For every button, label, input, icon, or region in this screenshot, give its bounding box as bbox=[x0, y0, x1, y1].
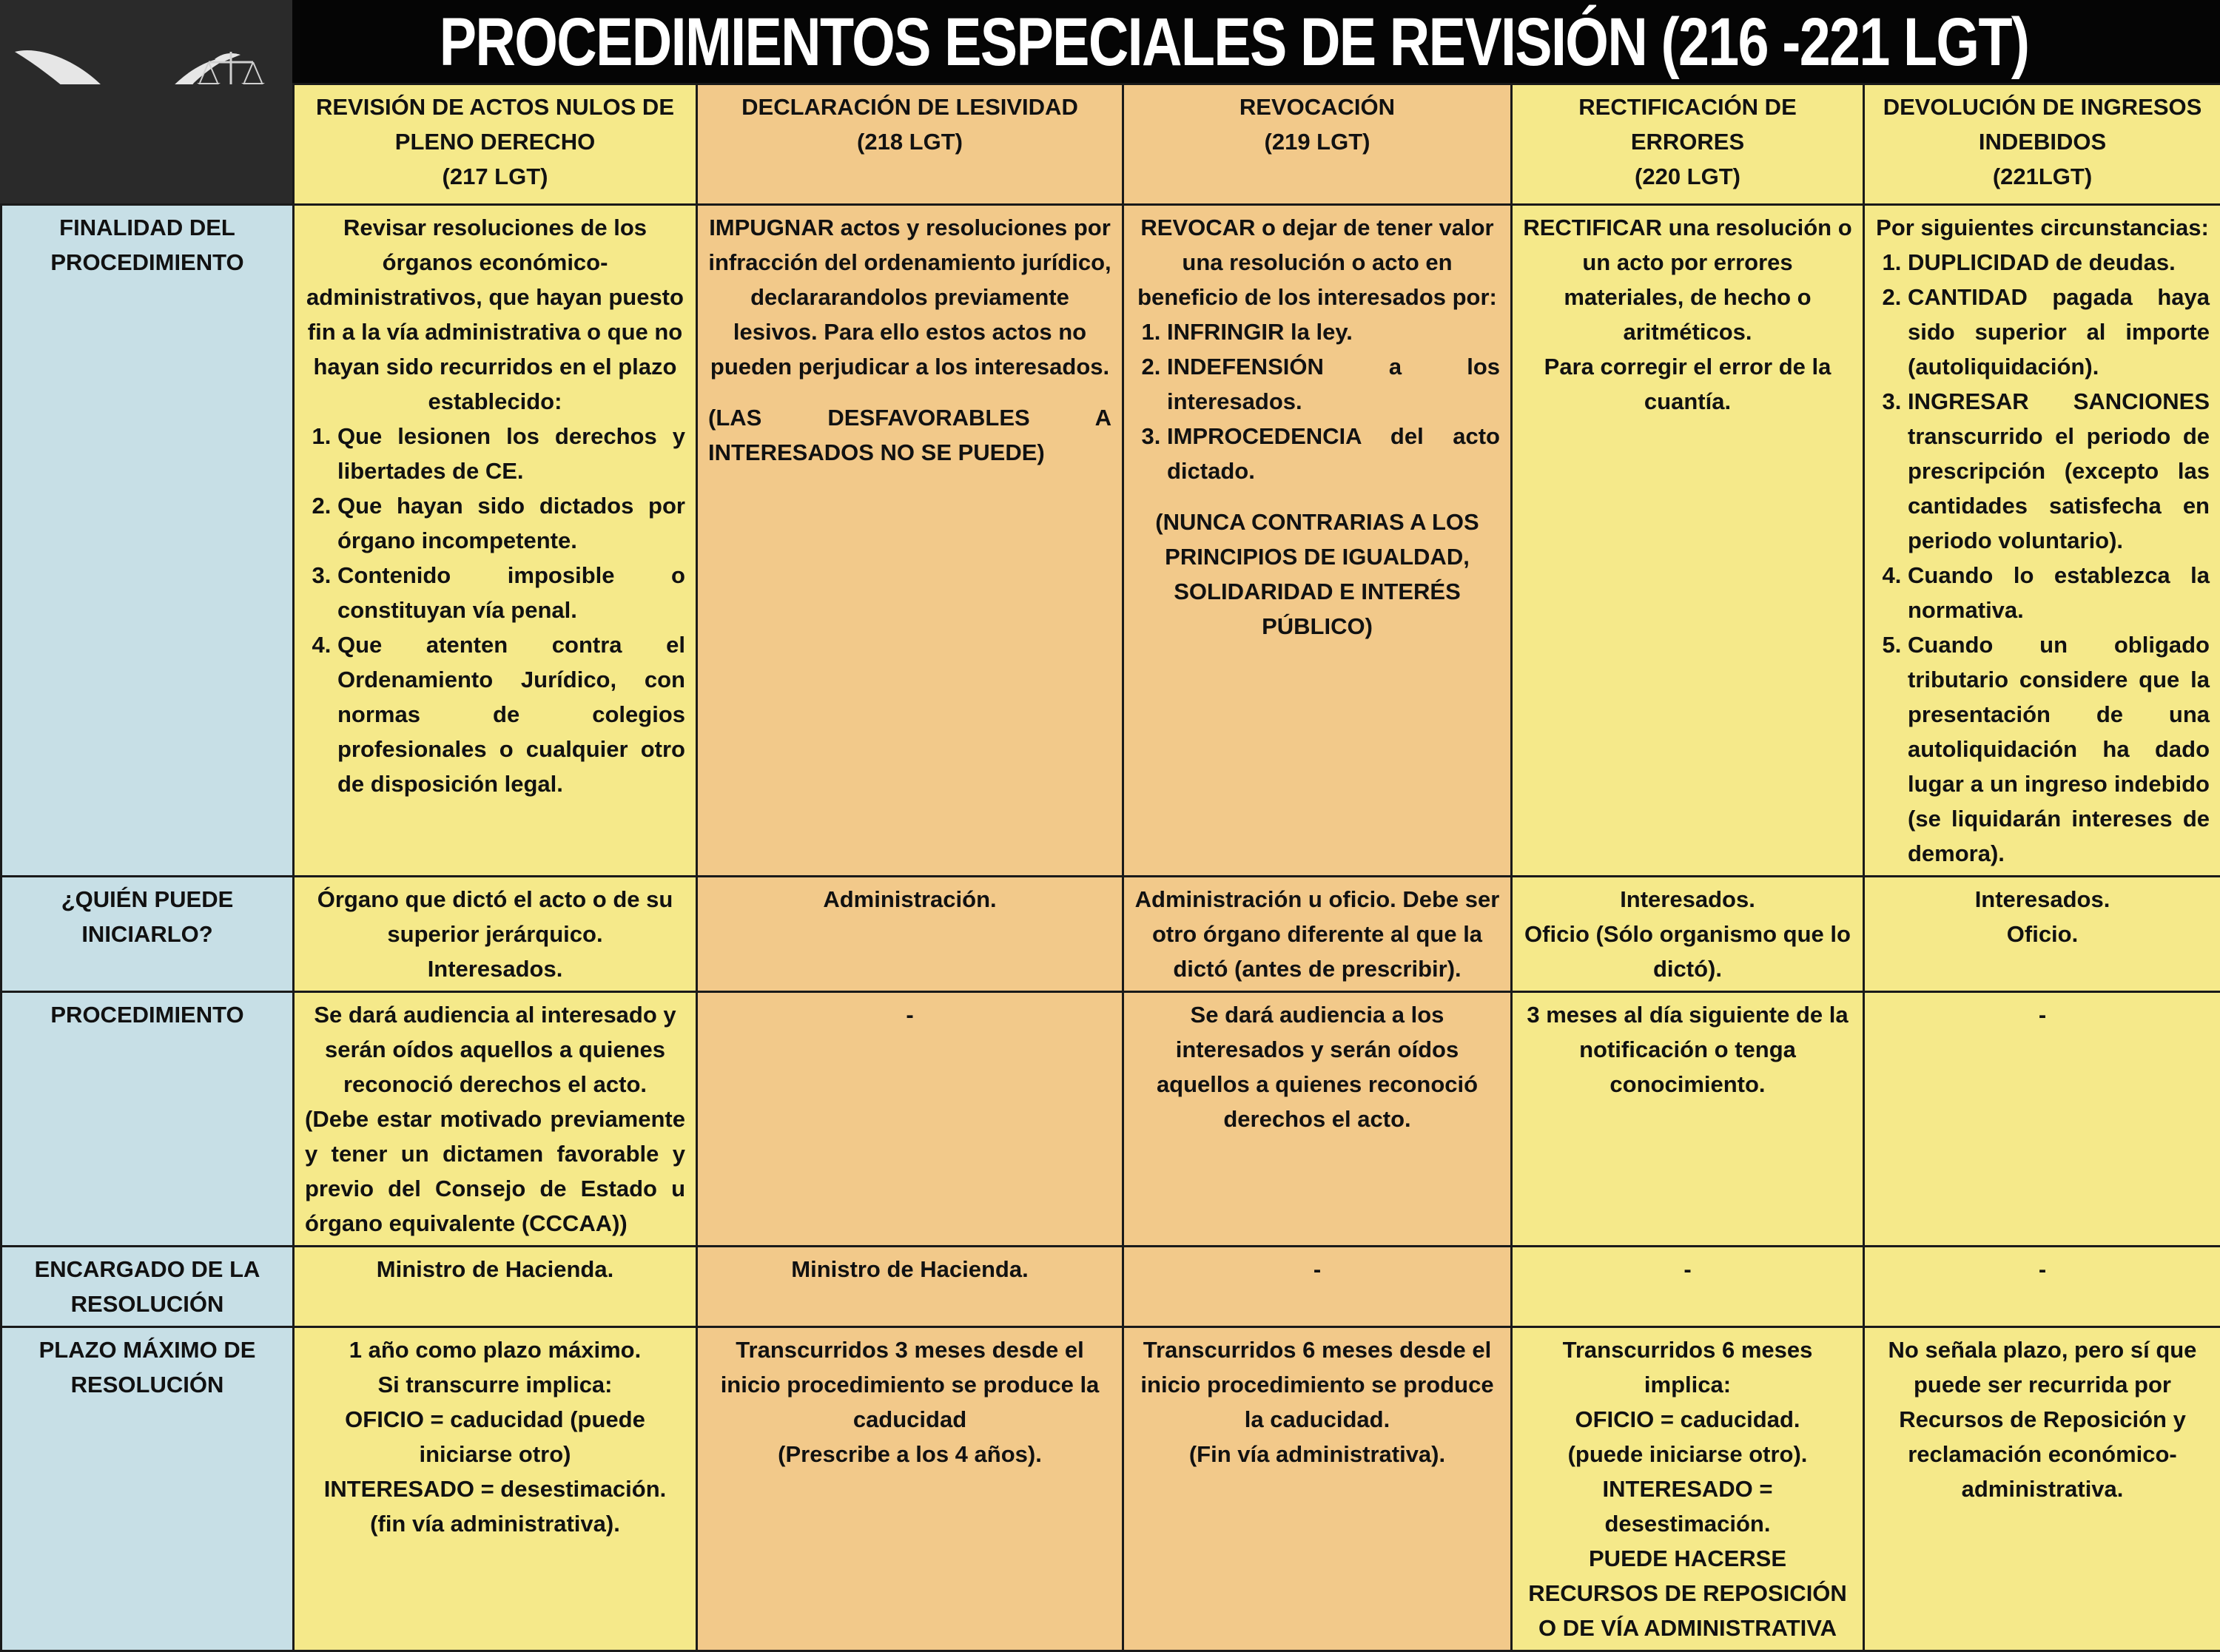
cell-line: OFICIO = caducidad. bbox=[1523, 1402, 1852, 1437]
list-item: 3. IMPROCEDENCIA del acto dictado. bbox=[1167, 419, 1500, 488]
row-encargado bbox=[1, 1247, 2220, 1327]
row-label-procedimiento: PROCEDIMIENTO bbox=[1, 992, 294, 1247]
cell-text: RECTIFICAR una resolución o un acto por errores materiales, de hecho o aritméticos. bbox=[1523, 210, 1852, 349]
cell-text-2: Para corregir el error de la cuantía. bbox=[1523, 349, 1852, 419]
nulos-list bbox=[305, 419, 685, 801]
cell-quien-rectificacion bbox=[1512, 877, 1864, 992]
column-ref: (217 LGT) bbox=[443, 163, 548, 189]
cell-text: Transcurridos 3 meses desde el inicio procedimiento se produce la caducidad bbox=[708, 1332, 1111, 1437]
cell-line: OFICIO = caducidad (puede iniciarse otro) bbox=[305, 1402, 685, 1471]
cell-plazo-rectificacion bbox=[1512, 1327, 1864, 1651]
cell-text: Interesados. bbox=[1523, 882, 1852, 917]
cell-plazo-nulos bbox=[294, 1327, 697, 1651]
column-header-lesividad bbox=[697, 84, 1123, 205]
cell-finalidad-lesividad bbox=[697, 205, 1123, 877]
header-corner bbox=[1, 84, 294, 205]
row-label-encargado: ENCARGADO DE LA RESOLUCIÓN bbox=[1, 1247, 294, 1327]
list-item: 5. Cuando un obligado tributario considere que la presentación de una autoliquidación ha dado lugar a un ingreso indebido (se liquidarán intereses de demora). bbox=[1908, 627, 2210, 871]
column-header-revocacion bbox=[1123, 84, 1512, 205]
list-item: 3. INGRESAR SANCIONES transcurrido el periodo de prescripción (excepto las cantidades satisfecha en periodo voluntario). bbox=[1908, 384, 2210, 558]
cell-quien-devolucion bbox=[1864, 877, 2220, 992]
cell-text: Interesados. bbox=[1875, 882, 2210, 917]
row-label-plazo: PLAZO MÁXIMO DE RESOLUCIÓN bbox=[1, 1327, 294, 1651]
devolucion-list bbox=[1875, 245, 2210, 871]
cell-text: Transcurridos 6 meses desde el inicio procedimiento se produce la caducidad. bbox=[1134, 1332, 1500, 1437]
column-title: RECTIFICACIÓN DE ERRORES bbox=[1578, 94, 1797, 155]
cell-note: (Debe estar motivado previamente y tener un dictamen favorable y previo del Consejo de Estado u órgano equivalente (CCCAA)) bbox=[305, 1102, 685, 1241]
cell-quien-nulos bbox=[294, 877, 697, 992]
column-header-devolucion bbox=[1864, 84, 2220, 205]
cell-line: 1 año como plazo máximo. bbox=[305, 1332, 685, 1367]
cell-procedimiento-lesividad: - bbox=[697, 992, 1123, 1247]
cell-line: PUEDE HACERSE RECURSOS DE REPOSICIÓN O DE VÍA ADMINISTRATIVA bbox=[1523, 1541, 1852, 1645]
list-item: 2. Que hayan sido dictados por órgano incompetente. bbox=[337, 488, 685, 558]
header-row bbox=[1, 84, 2220, 205]
column-title: DEVOLUCIÓN DE INGRESOS INDEBIDOS bbox=[1883, 94, 2202, 155]
list-item: 4. Que atenten contra el Ordenamiento Jurídico, con normas de colegios profesionales o cualquier otro de disposición legal. bbox=[337, 627, 685, 801]
cell-note: (NUNCA CONTRARIAS A LOS PRINCIPIOS DE IGUALDAD, SOLIDARIDAD E INTERÉS PÚBLICO) bbox=[1134, 505, 1500, 644]
row-procedimiento bbox=[1, 992, 2220, 1247]
column-ref: (219 LGT) bbox=[1265, 129, 1370, 155]
column-title: REVISIÓN DE ACTOS NULOS DE PLENO DERECHO bbox=[316, 94, 674, 155]
cell-encargado-rectificacion: - bbox=[1512, 1247, 1864, 1327]
list-item: 1. DUPLICIDAD de deudas. bbox=[1908, 245, 2210, 280]
cell-line: Si transcurre implica: bbox=[305, 1367, 685, 1402]
cell-text: Órgano que dictó el acto o de su superior jerárquico. bbox=[305, 882, 685, 951]
column-header-nulos bbox=[294, 84, 697, 205]
cell-line: (puede iniciarse otro). bbox=[1523, 1437, 1852, 1471]
column-ref: (220 LGT) bbox=[1635, 163, 1740, 189]
cell-finalidad-nulos bbox=[294, 205, 697, 877]
revocacion-list bbox=[1134, 314, 1500, 488]
cell-procedimiento-nulos bbox=[294, 992, 697, 1247]
list-item: 1. Que lesionen los derechos y libertades de CE. bbox=[337, 419, 685, 488]
cell-text-2: Interesados. bbox=[305, 951, 685, 986]
cell-line: Transcurridos 6 meses implica: bbox=[1523, 1332, 1852, 1402]
title-bar bbox=[292, 0, 2220, 84]
cell-quien-lesividad: Administración. bbox=[697, 877, 1123, 992]
row-finalidad bbox=[1, 205, 2220, 877]
cell-line: INTERESADO = desestimación. bbox=[305, 1471, 685, 1506]
cell-finalidad-revocacion bbox=[1123, 205, 1512, 877]
cell-quien-revocacion: Administración u oficio. Debe ser otro órgano diferente al que la dictó (antes de prescribir). bbox=[1123, 877, 1512, 992]
list-item: 1. INFRINGIR la ley. bbox=[1167, 314, 1500, 349]
column-title: REVOCACIÓN bbox=[1240, 94, 1395, 120]
column-title: DECLARACIÓN DE LESIVIDAD bbox=[741, 94, 1078, 120]
cell-text: IMPUGNAR actos y resoluciones por infracción del ordenamiento jurídico, declararandolos previamente lesivos. Para ello estos actos no pueden perjudicar a los interesados. bbox=[708, 210, 1111, 384]
list-item: 2. INDEFENSIÓN a los interesados. bbox=[1167, 349, 1500, 419]
cell-plazo-lesividad bbox=[697, 1327, 1123, 1651]
cell-encargado-devolucion: - bbox=[1864, 1247, 2220, 1327]
row-label-quien: ¿QUIÉN PUEDE INICIARLO? bbox=[1, 877, 294, 992]
column-ref: (218 LGT) bbox=[857, 129, 963, 155]
cell-encargado-nulos: Ministro de Hacienda. bbox=[294, 1247, 697, 1327]
cell-text-2: Oficio (Sólo organismo que lo dictó). bbox=[1523, 917, 1852, 986]
row-label-finalidad: FINALIDAD DEL PROCEDIMIENTO bbox=[1, 205, 294, 877]
cell-finalidad-rectificacion bbox=[1512, 205, 1864, 877]
list-item: 2. CANTIDAD pagada haya sido superior al importe (autoliquidación). bbox=[1908, 280, 2210, 384]
column-header-rectificacion bbox=[1512, 84, 1864, 205]
cell-text: Se dará audiencia al interesado y serán oídos aquellos a quienes reconoció derechos el acto. bbox=[305, 997, 685, 1102]
cell-intro: REVOCAR o dejar de tener valor una resolución o acto en beneficio de los interesados por: bbox=[1134, 210, 1500, 314]
cell-procedimiento-rectificacion: 3 meses al día siguiente de la notificación o tenga conocimiento. bbox=[1512, 992, 1864, 1247]
cell-procedimiento-devolucion: - bbox=[1864, 992, 2220, 1247]
cell-encargado-lesividad: Ministro de Hacienda. bbox=[697, 1247, 1123, 1327]
cell-procedimiento-revocacion: Se dará audiencia a los interesados y serán oídos aquellos a quienes reconoció derechos el acto. bbox=[1123, 992, 1512, 1247]
list-item: 4. Cuando lo establezca la normativa. bbox=[1908, 558, 2210, 627]
cell-plazo-revocacion bbox=[1123, 1327, 1512, 1651]
page-title: PROCEDIMIENTOS ESPECIALES DE REVISIÓN (216 -221 LGT) bbox=[440, 4, 2029, 81]
cell-text-2: (Prescribe a los 4 años). bbox=[708, 1437, 1111, 1471]
cell-finalidad-devolucion bbox=[1864, 205, 2220, 877]
cell-line: INTERESADO = desestimación. bbox=[1523, 1471, 1852, 1541]
column-ref: (221LGT) bbox=[1993, 163, 2092, 189]
list-item: 3. Contenido imposible o constituyan vía penal. bbox=[337, 558, 685, 627]
row-plazo bbox=[1, 1327, 2220, 1651]
cell-plazo-devolucion: No señala plazo, pero sí que puede ser recurrida por Recursos de Reposición y reclamación económico-administrativa. bbox=[1864, 1327, 2220, 1651]
cell-note: (LAS DESFAVORABLES A INTERESADOS NO SE PUEDE) bbox=[708, 400, 1111, 470]
cell-intro: Revisar resoluciones de los órganos económico-administrativos, que hayan puesto fin a la vía administrativa o que no hayan sido recurridos en el plazo establecido: bbox=[305, 210, 685, 419]
row-quien bbox=[1, 877, 2220, 992]
cell-text-2: (Fin vía administrativa). bbox=[1134, 1437, 1500, 1471]
cell-intro: Por siguientes circunstancias: bbox=[1875, 210, 2210, 245]
cell-text-2: Oficio. bbox=[1875, 917, 2210, 951]
cell-line: (fin vía administrativa). bbox=[305, 1506, 685, 1541]
cell-encargado-revocacion: - bbox=[1123, 1247, 1512, 1327]
procedures-table bbox=[0, 83, 2220, 1652]
